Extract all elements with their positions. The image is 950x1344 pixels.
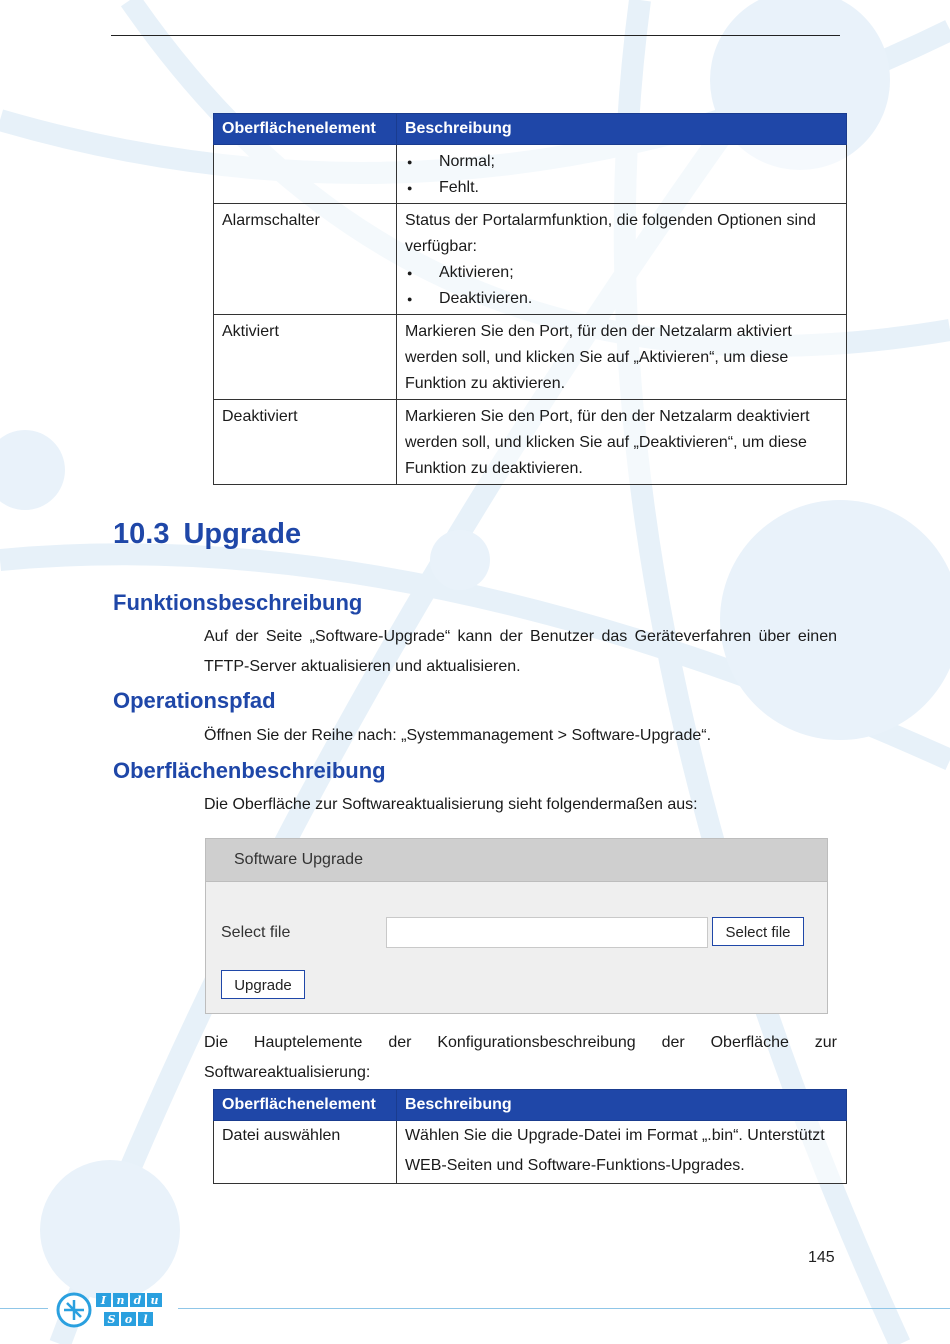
indusol-logo xyxy=(56,1290,168,1330)
table-cell-element: Aktiviert xyxy=(214,315,397,400)
svg-text:o: o xyxy=(124,1313,133,1326)
list-item: ● Fehlt. xyxy=(405,175,838,201)
svg-text:S: S xyxy=(107,1313,116,1326)
file-path-input[interactable] xyxy=(386,917,708,948)
section-heading xyxy=(113,518,301,551)
svg-text:d: d xyxy=(133,1294,142,1307)
header-rule xyxy=(111,35,840,36)
heading-funktionsbeschreibung: Funktionsbeschreibung xyxy=(113,590,363,615)
software-upgrade-screenshot xyxy=(205,838,828,1014)
panel-title: Software Upgrade xyxy=(206,839,827,882)
upgrade-button[interactable]: Upgrade xyxy=(221,970,305,999)
bullet-list xyxy=(405,149,838,201)
paragraph-oberflaechenbeschreibung: Die Oberfläche zur Softwareaktualisierung sieht folgendermaßen aus: xyxy=(204,796,698,813)
footer-rule-left xyxy=(0,1308,48,1309)
paragraph-table-intro: Die Hauptelemente der Konfigurationsbeschreibung der Oberfläche zur Softwareaktualisierung: xyxy=(204,1034,837,1081)
column-header-description: Beschreibung xyxy=(396,114,846,145)
table-cell-description xyxy=(396,145,846,204)
svg-text:I: I xyxy=(100,1294,107,1307)
paragraph-funktionsbeschreibung: Auf der Seite „Software-Upgrade“ kann der Benutzer das Geräteverfahren über einen TFTP-Server aktualisieren und aktualisieren. xyxy=(204,628,837,675)
list-item: ● Deaktivieren. xyxy=(405,286,838,312)
cell-text: Status der Portalarmfunktion, die folgenden Optionen sind verfügbar: xyxy=(404,212,816,255)
table-row xyxy=(214,400,847,485)
upgrade-elements-table xyxy=(213,1089,847,1184)
svg-text:u: u xyxy=(150,1294,159,1307)
column-header-element: Oberflächenelement xyxy=(214,1090,397,1121)
table-cell-description xyxy=(396,204,846,315)
page-number: 145 xyxy=(808,1249,835,1266)
select-file-button[interactable]: Select file xyxy=(712,917,804,946)
column-header-element: Oberflächenelement xyxy=(214,114,397,145)
list-item: ● Aktivieren; xyxy=(405,260,838,286)
table-row xyxy=(214,1121,847,1184)
section-number: 10.3 xyxy=(113,518,170,550)
list-item: ● Normal; xyxy=(405,149,838,175)
table-row xyxy=(214,315,847,400)
select-file-label: Select file xyxy=(221,924,291,941)
table-cell-element: Alarmschalter xyxy=(214,204,397,315)
table-cell-element: Deaktiviert xyxy=(214,400,397,485)
table-cell-element: Datei auswählen xyxy=(214,1121,397,1184)
table-cell-description: Wählen Sie die Upgrade-Datei im Format „.bin“. Unterstützt WEB-Seiten und Software-Funktions-Upgrades. xyxy=(396,1121,846,1184)
bullet-list xyxy=(405,260,838,312)
paragraph-operationspfad: Öffnen Sie der Reihe nach: „Systemmanagement > Software-Upgrade“. xyxy=(204,727,712,744)
table-cell-description: Markieren Sie den Port, für den der Netzalarm deaktiviert werden soll, und klicken Sie auf „Deaktivieren“, um diese Funktion zu deaktivieren. xyxy=(396,400,846,485)
table-cell-element xyxy=(214,145,397,204)
heading-oberflaechenbeschreibung: Oberflächenbeschreibung xyxy=(113,758,386,783)
table-cell-description: Markieren Sie den Port, für den der Netzalarm aktiviert werden soll, und klicken Sie auf „Aktivieren“, um diese Funktion zu aktivieren. xyxy=(396,315,846,400)
section-title: Upgrade xyxy=(183,518,302,550)
svg-text:n: n xyxy=(116,1294,125,1307)
column-header-description: Beschreibung xyxy=(396,1090,846,1121)
table-row xyxy=(214,204,847,315)
table-row xyxy=(214,145,847,204)
interface-elements-table xyxy=(213,113,847,485)
footer-rule-right xyxy=(178,1308,950,1309)
svg-text:l: l xyxy=(143,1313,148,1326)
heading-operationspfad: Operationspfad xyxy=(113,688,276,713)
